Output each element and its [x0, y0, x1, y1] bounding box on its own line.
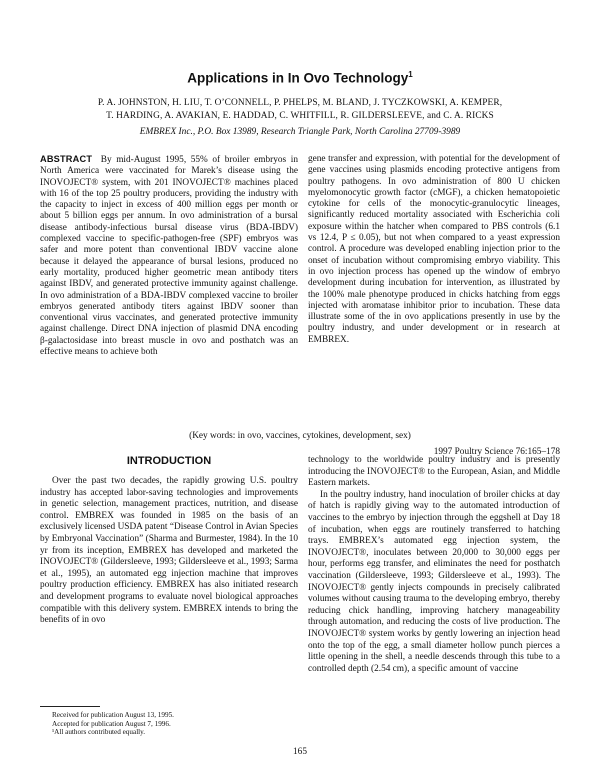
introduction-right-paragraph-2: In the poultry industry, hand inoculation of broiler chicks at day of hatch is rapidly giving way to the automated introduction of vaccines to the embryo by injection through the eggshell at Day 18 of incubation, when eggs are routinely transferred to hatching trays. EMBREX’s automated egg injection system, the INOVOJECT®, inoculates between 20,000 to 30,000 eggs per hour, performs egg transfer, and eliminates the need for posthatch vaccination (Gildersleeve, 1993; Gildersleeve et al., 1993). The INOVOJECT® gently injects compounds in precisely calibrated volumes without causing trauma to the developing embryo, thereby reducing chick handling, improving hatchery manageability through automation, and reducing the costs of live production. The INOVOJECT® system works by gently lowering an injection head onto the top of the egg, a small diameter hollow punch pierces a little opening in the shell, a needle descends through this tube to a controlled depth (2.54 cm), a specific amount of vaccine: [308, 489, 560, 674]
authors-line-2: T. HARDING, A. AVAKIAN, E. HADDAD, C. WHITFILL, R. GILDERSLEEVE, and C. A. RICKS: [106, 111, 494, 121]
author-list: [50, 97, 550, 123]
article-title-text: Applications in In Ovo Technology: [187, 70, 409, 86]
authors-line-1: P. A. JOHNSTON, H. LIU, T. O’CONNELL, P. PHELPS, M. BLAND, J. TYCZKOWSKI, A. KEMPER,: [97, 98, 503, 108]
footnote-accepted: Accepted for publication August 7, 1996.: [52, 719, 171, 728]
journal-citation: 1997 Poultry Science 76:165–178: [433, 447, 560, 457]
introduction-right-paragraph-1: technology to the worldwide poultry industry and is presently introducing the INOVOJECT® to the European, Asian, and Middle Eastern markets.: [308, 455, 560, 489]
abstract-left-column: [40, 154, 298, 358]
introduction-heading: INTRODUCTION: [126, 455, 212, 467]
footnote-1: ¹All authors contributed equally.: [52, 728, 146, 737]
title-footnote-marker: 1: [408, 70, 413, 79]
affiliation: EMBREX Inc., P.O. Box 13989, Research Triangle Park, North Carolina 27709-3989: [139, 127, 461, 137]
keywords: (Key words: in ovo, vaccines, cytokines, development, sex): [189, 431, 411, 441]
footnote-rule: [40, 706, 100, 707]
footnote-received: Received for publication August 13, 1995.: [52, 711, 174, 719]
page-number: 165: [293, 747, 307, 757]
abstract-right-column: gene transfer and expression, with potential for the development of gene vaccines using plasmids encoding protective antigens from poultry pathogens. In ovo administration of 800 U chicken myelomonocytic growth factor (cMGF), a chicken hematopoietic cytokine for cells of the monocytic-granulocytic lineages, significantly reduced mortality associated with Escherichia coli exposure within the hatcher when compared to PBS controls (6.1 vs 12.4, P ≤ 0.05), but not when compared to a yeast expression control. A procedure was developed enabling injection prior to the onset of incubation without compromising embryo viability. This in ovo injection process has opened up the window of embryo development during incubation for intervention, as illustrated by the 100% male phenotype produced in chicks hatching from eggs injected with aromatase inhibitor prior to incubation. These data illustrate some of the in ovo applications presently in use by the poultry industry, and under development or in research at EMBREX.: [308, 154, 560, 345]
abstract-heading: ABSTRACT: [40, 154, 93, 164]
article-title: [0, 70, 600, 86]
introduction-right-column: [308, 455, 560, 675]
abstract-left-text: By mid-August 1995, 55% of broiler embryos in North America were vaccinated for Marek’s disease using the INOVOJECT® system, with 201 INOVOJECT® machines placed with 16 of the top 25 poultry producers, providing the industry with the capacity to inject in excess of 400 million eggs per month or about 5 billion eggs per annum. In ovo administration of a bursal disease antibody-infectious bursal disease virus (BDA-IBDV) complexed vaccine to specific-pathogen-free (SPF) embryos was safer and more potent than conventional IBDV vaccine alone because it delayed the appearance of bursal lesions, produced no early mortality, produced higher geometric mean antibody titers against IBDV, and generated protective immunity against challenge. In ovo administration of a BDA-IBDV complexed vaccine to broiler embryos generated antibody titers against IBDV sooner than conventional virus vaccinates, and generated protective immunity against challenge. Direct DNA injection of plasmid DNA encoding β-galactosidase into breast muscle in ovo and posthatch was an effective means to achieve both: [40, 155, 298, 358]
introduction-left-text: Over the past two decades, the rapidly growing U.S. poultry industry has accepted labor-saving technologies and improvements in genetic selection, management practices, nutrition, and disease control. EMBREX was founded in 1985 on the basis of an exclusively licensed USDA patent “Disease Control in Avian Species by Embryonal Vaccination” (Sharma and Burmester, 1984). In the 10 yr from its inception, EMBREX has developed and marketed the INOVOJECT® (Gildersleeve, 1993; Gildersleeve et al., 1993; Sarma et al., 1995), an automated egg injection machine that improves poultry production efficiency. EMBREX has also initiated research and development programs to evaluate novel biological approaches compatible with this delivery system. EMBREX intends to bring the benefits of in ovo: [40, 476, 299, 626]
footnotes: [40, 711, 298, 737]
